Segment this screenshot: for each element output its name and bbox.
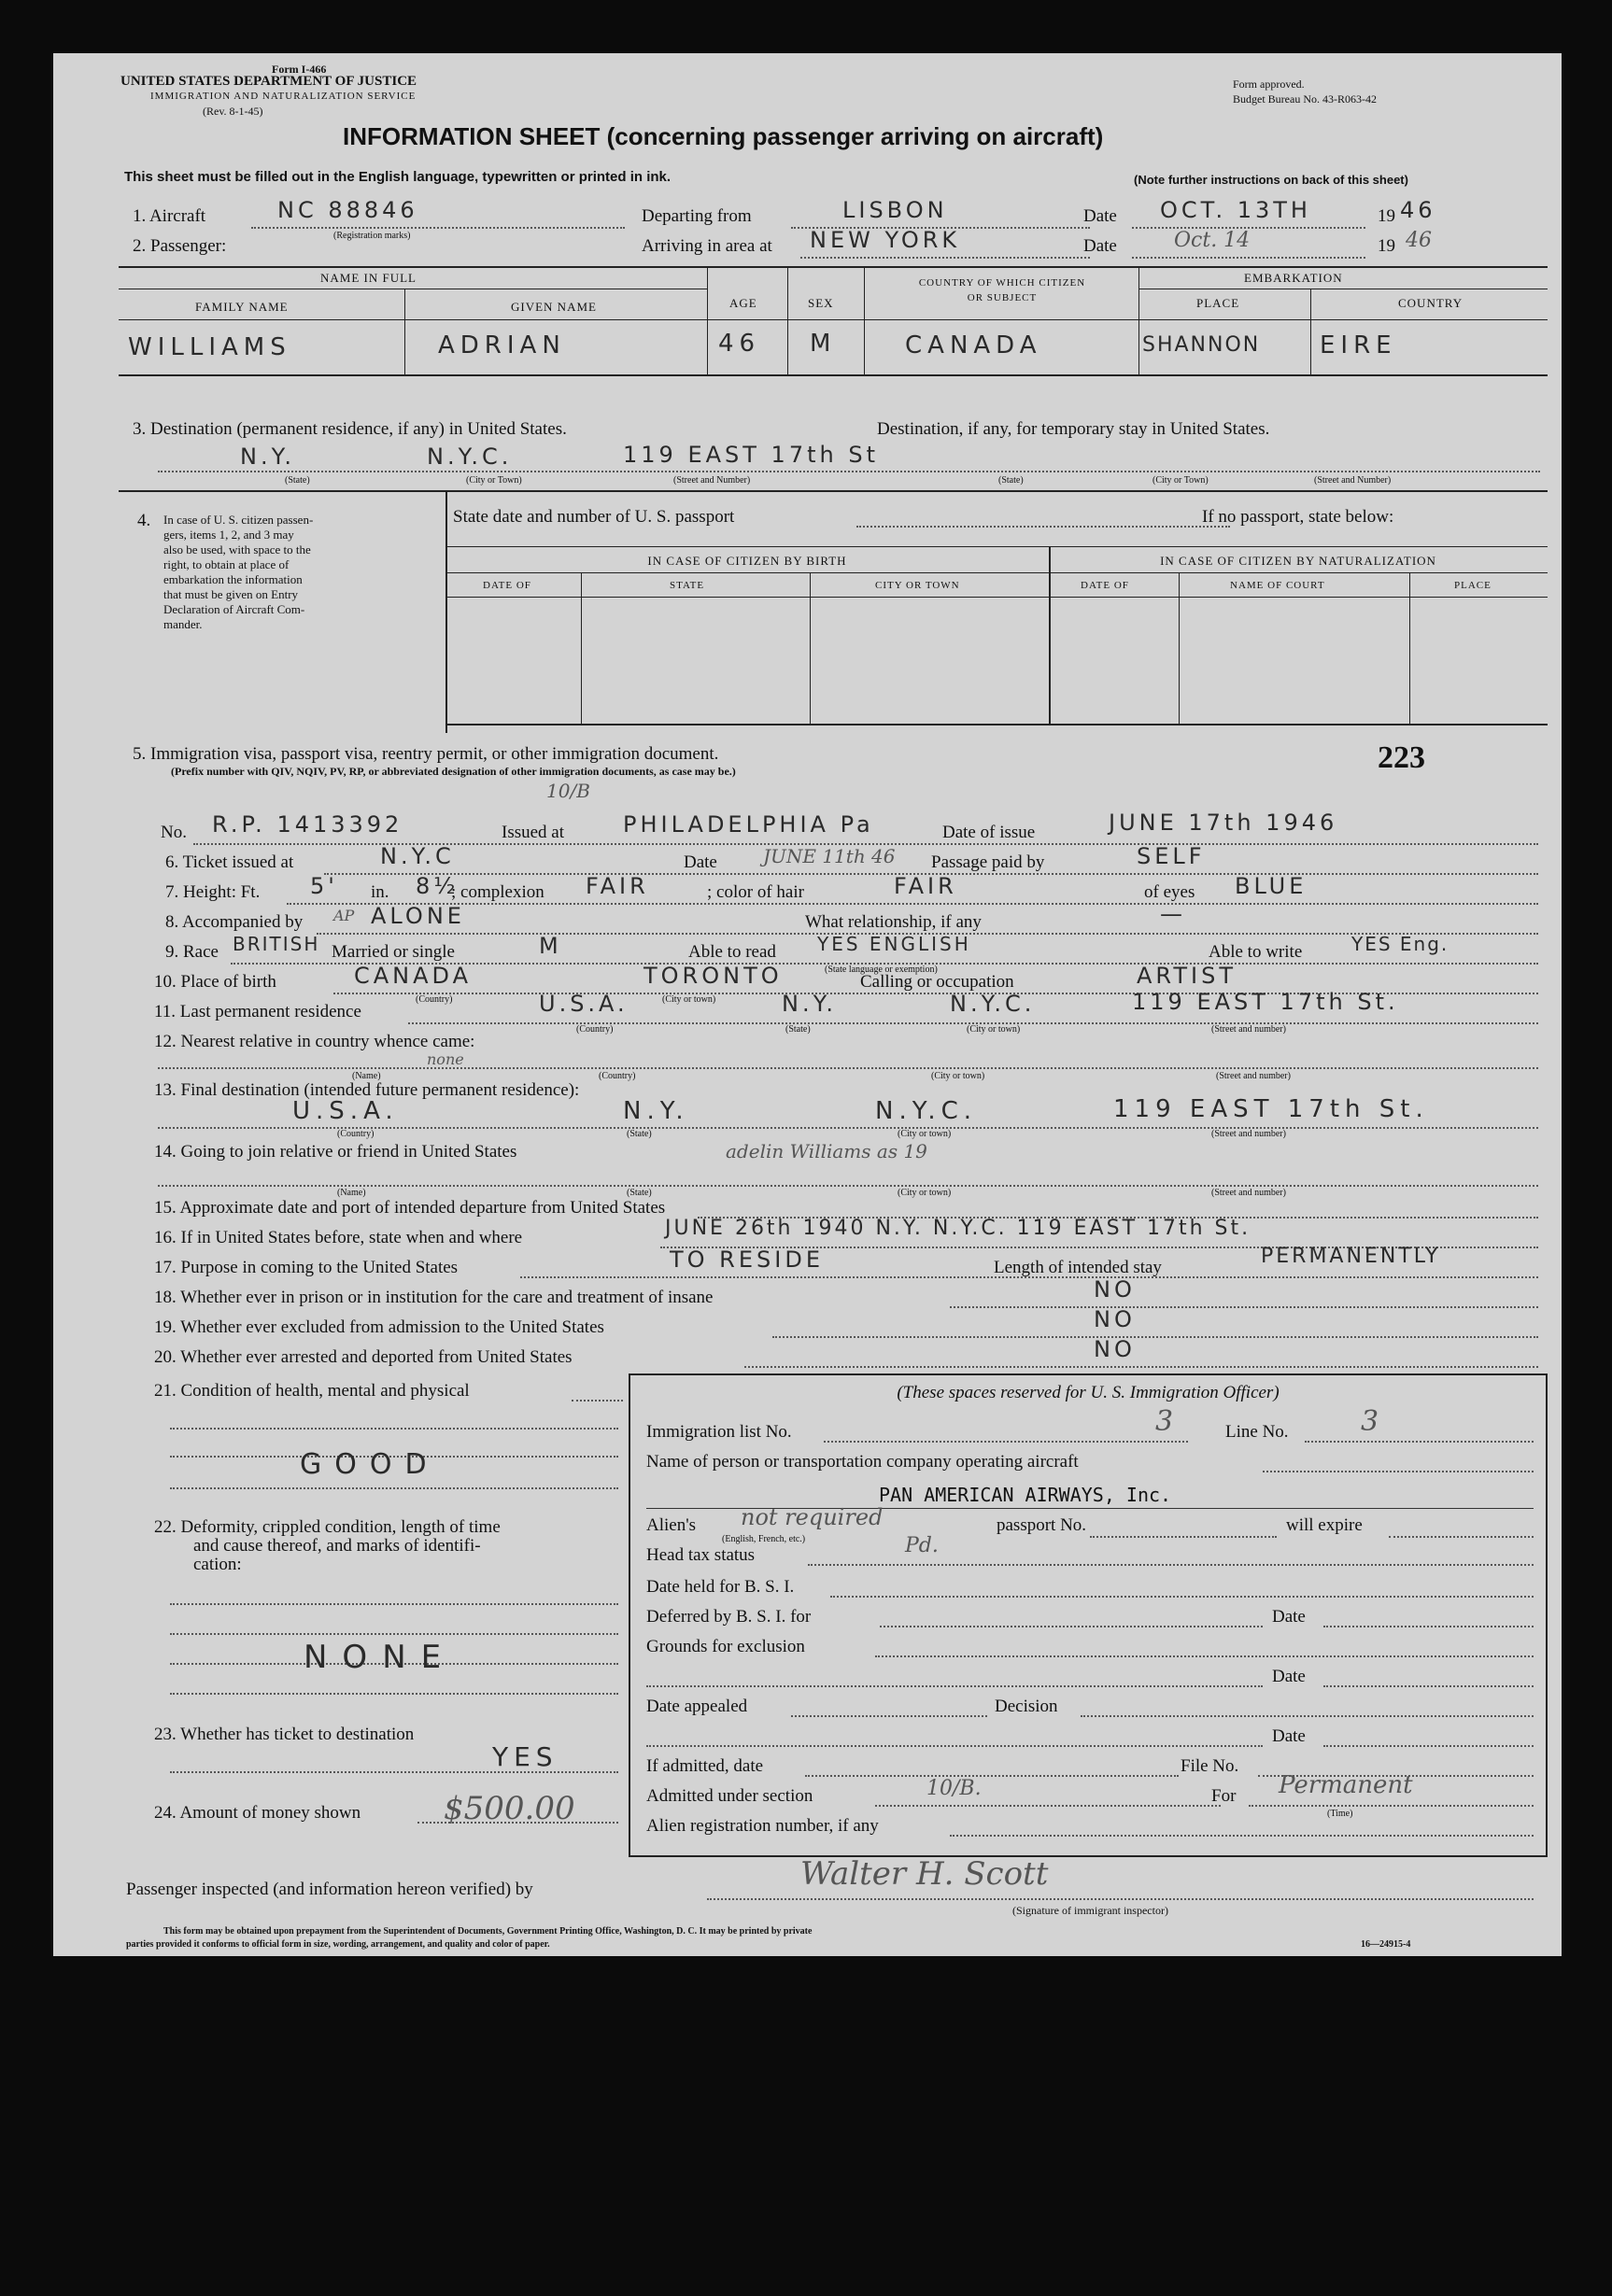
aircraft-value: NC 88846	[277, 197, 418, 223]
inspector-signature: Walter H. Scott	[800, 1855, 1049, 1893]
passport-no-label: passport No.	[997, 1515, 1087, 1535]
height-ft-value: 5'	[310, 873, 338, 899]
race-label: 9. Race	[165, 942, 219, 962]
instruction-right: (Note further instructions on back of this sheet)	[1134, 173, 1408, 187]
aircraft-label: 1. Aircraft	[133, 206, 206, 226]
write-label: Able to write	[1209, 942, 1303, 962]
form-sheet	[53, 53, 1562, 1956]
accompanied-prefix: AP	[333, 907, 355, 924]
lpr-city-value: N.Y.C.	[950, 991, 1036, 1017]
form-number: Form I-466	[272, 63, 327, 76]
age-value: 46	[718, 330, 761, 358]
read-label: Able to read	[688, 942, 776, 962]
final-destination-label: 13. Final destination (intended future permanent residence):	[154, 1080, 580, 1100]
for-label: For	[1211, 1786, 1237, 1806]
decision-date-label: Date	[1272, 1726, 1306, 1746]
married-value: M	[539, 933, 562, 959]
prison-label: 18. Whether ever in prison or in institution for the care and treatment of insane	[154, 1288, 714, 1307]
budget-bureau: Budget Bureau No. 43-R063-42	[1233, 92, 1377, 106]
read-value: YES ENGLISH	[817, 933, 971, 955]
form-approved: Form approved.	[1233, 77, 1305, 91]
year1-prefix: 19	[1378, 206, 1395, 226]
age-header: AGE	[729, 296, 757, 310]
accompanied-value: ALONE	[371, 903, 465, 929]
cap-city-11: (City or town)	[967, 1024, 1021, 1035]
cap-street-1: (Street and Number)	[673, 475, 751, 486]
accompanied-label: 8. Accompanied by	[165, 912, 304, 932]
visa-stamp: 223	[1378, 740, 1425, 775]
service: IMMIGRATION AND NATURALIZATION SERVICE	[150, 91, 417, 102]
destination-perm-label: 3. Destination (permanent residence, if any) in United States.	[133, 419, 567, 439]
height-in-value: 8½	[416, 873, 460, 899]
ticket-value: N.Y.C	[380, 843, 455, 869]
fd-state-value: N.Y.	[623, 1097, 689, 1125]
issued-at-label: Issued at	[502, 823, 565, 842]
instruction-left: This sheet must be filled out in the English language, typewritten or printed in ink.	[124, 169, 672, 185]
money-label: 24. Amount of money shown	[154, 1803, 361, 1823]
line-no-value: 3	[1361, 1405, 1379, 1438]
section-label: Admitted under section	[646, 1786, 813, 1806]
date-of-issue-label: Date of issue	[942, 823, 1036, 842]
lang-caption: (English, French, etc.)	[722, 1534, 806, 1544]
year1-value: 46	[1400, 197, 1436, 223]
complexion-label: ; complexion	[451, 882, 544, 902]
nearest-relative-value: none	[427, 1050, 464, 1068]
last-residence-label: 11. Last permanent residence	[154, 1002, 361, 1021]
paid-value: SELF	[1137, 843, 1206, 869]
item4-note: In case of U. S. citizen passen- gers, items 1, 2, and 3 may also be used, with space to the right, to obtain at place of embarkation the information that must be given on Entry Declaration of Aircraft Com- mander.	[163, 513, 314, 631]
head-tax-label: Head tax status	[646, 1545, 756, 1565]
dest-city-value: N.Y.C.	[427, 444, 513, 470]
before-value: JUNE 26th 1940 N.Y. N.Y.C. 119 EAST 17th St.	[665, 1217, 1251, 1240]
cap-street-14: (Street and number)	[1211, 1188, 1286, 1198]
cap-country-11: (Country)	[576, 1024, 614, 1035]
cap-city-14: (City or town)	[898, 1188, 952, 1198]
inspected-label: Passenger inspected (and information hereon verified) by	[126, 1880, 533, 1899]
ticket-label: 6. Ticket issued at	[165, 852, 294, 872]
birth-header: IN CASE OF CITIZEN BY BIRTH	[647, 554, 847, 568]
cap-street-13: (Street and number)	[1211, 1129, 1286, 1139]
cap-street-11: (Street and number)	[1211, 1024, 1286, 1035]
for-value: Permanent	[1279, 1771, 1413, 1799]
height-label: 7. Height: Ft.	[165, 882, 261, 902]
grounds-date-label: Date	[1272, 1667, 1306, 1686]
if-admitted-label: If admitted, date	[646, 1756, 764, 1776]
dest-state-value: N.Y.	[240, 444, 296, 470]
deformity-label-3: cation:	[193, 1555, 242, 1574]
family-name-value: WILLIAMS	[128, 333, 291, 361]
health-label: 21. Condition of health, mental and physical	[154, 1381, 470, 1401]
list-no-label: Immigration list No.	[646, 1422, 792, 1442]
department: UNITED STATES DEPARTMENT OF JUSTICE	[120, 74, 417, 89]
date-of-header-2: DATE OF	[1081, 580, 1129, 591]
write-value: YES Eng.	[1351, 933, 1449, 955]
birth-label: 10. Place of birth	[154, 972, 276, 992]
deformity-label-2: and cause thereof, and marks of identifi-	[193, 1536, 481, 1556]
complexion-value: FAIR	[586, 873, 649, 899]
cap-state-13: (State)	[627, 1129, 652, 1139]
bsi-date-label: Date	[1272, 1607, 1306, 1627]
relationship-value: —	[1160, 901, 1186, 927]
alien-reg-label: Alien registration number, if any	[646, 1816, 879, 1836]
prison-value: NO	[1094, 1276, 1136, 1303]
file-no-label: File No.	[1181, 1756, 1239, 1776]
language-caption: (State language or exemption)	[825, 965, 938, 975]
country-header: COUNTRY	[1398, 296, 1464, 310]
height-in-label: in.	[371, 882, 389, 902]
date2-value: Oct. 14	[1174, 229, 1251, 252]
cap-state-11: (State)	[785, 1024, 811, 1035]
citizen-value: CANADA	[905, 331, 1042, 359]
ticket-date-label: Date	[684, 852, 717, 872]
join-label: 14. Going to join relative or friend in United States	[154, 1142, 517, 1162]
not-required-value: not required	[741, 1504, 884, 1530]
date-of-header-1: DATE OF	[483, 580, 531, 591]
form-title: INFORMATION SHEET (concerning passenger arriving on aircraft)	[343, 122, 1104, 150]
occupation-value: ARTIST	[1137, 963, 1237, 989]
fd-city-value: N.Y.C.	[875, 1097, 978, 1125]
revision: (Rev. 8-1-45)	[203, 105, 263, 118]
decision-label: Decision	[995, 1697, 1058, 1716]
stay-value: PERMANENTLY	[1261, 1245, 1441, 1268]
fd-street-value: 119 EAST 17th St.	[1113, 1095, 1429, 1123]
ticket-dest-label: 23. Whether has ticket to destination	[154, 1725, 415, 1744]
lpr-state-value: N.Y.	[782, 991, 838, 1017]
departing-value: LISBON	[842, 197, 948, 223]
place-header-2: PLACE	[1454, 580, 1492, 591]
company-value: PAN AMERICAN AIRWAYS, Inc.	[879, 1484, 1172, 1506]
embark-place-value: SHANNON	[1142, 333, 1261, 357]
appealed-label: Date appealed	[646, 1697, 748, 1716]
deported-value: NO	[1094, 1336, 1136, 1362]
departure-label: 15. Approximate date and port of intended departure from United States	[154, 1198, 666, 1218]
relationship-label: What relationship, if any	[805, 912, 982, 932]
cap-state-14: (State)	[627, 1188, 652, 1198]
lpr-street-value: 119 EAST 17th St.	[1132, 989, 1399, 1015]
line-no-label: Line No.	[1225, 1422, 1289, 1442]
given-name-header: GIVEN NAME	[511, 300, 597, 314]
year2-prefix: 19	[1378, 236, 1395, 256]
place-header: PLACE	[1196, 296, 1240, 310]
cap-city-2: (City or Town)	[1152, 475, 1209, 486]
us-passport-label: State date and number of U. S. passport	[453, 507, 735, 527]
cap-name-12: (Name)	[352, 1071, 381, 1081]
no-passport-label: If no passport, state below:	[1202, 507, 1394, 527]
passenger-label: 2. Passenger:	[133, 236, 227, 256]
cap-city-1: (City or Town)	[466, 475, 522, 486]
occupation-label: Calling or occupation	[860, 972, 1014, 992]
sex-header: SEX	[808, 296, 834, 310]
date2-label: Date	[1083, 236, 1117, 256]
cap-name-14: (Name)	[337, 1188, 366, 1198]
cap-street-2: (Street and Number)	[1314, 475, 1392, 486]
footer-note-1: This form may be obtained upon prepayment from the Superintendent of Documents, Government Printing Office, Washington, D. C. It may be printed by private	[163, 1926, 813, 1937]
destination-temp-label: Destination, if any, for temporary stay in United States.	[877, 419, 1270, 439]
departing-label: Departing from	[642, 206, 752, 226]
visa-annotation: 10/B	[546, 780, 590, 802]
purpose-value: TO RESIDE	[670, 1247, 824, 1273]
ticket-date-value: JUNE 11th 46	[763, 845, 896, 867]
married-label: Married or single	[332, 942, 455, 962]
paid-label: Passage paid by	[931, 852, 1045, 872]
stay-label: Length of intended stay	[994, 1258, 1162, 1277]
section-value: 10/B.	[926, 1777, 982, 1800]
registration-caption: (Registration marks)	[333, 231, 411, 241]
citizen-header-2: OR SUBJECT	[967, 292, 1038, 303]
citizen-header-1: COUNTRY OF WHICH CITIZEN	[918, 277, 1086, 289]
officer-reserved: (These spaces reserved for U. S. Immigration Officer)	[897, 1383, 1280, 1402]
visa-sub: (Prefix number with QIV, NQIV, PV, RP, or abbreviated designation of other immigration documents, as case may be.)	[171, 765, 736, 778]
embark-country-value: EIRE	[1320, 331, 1397, 359]
excluded-value: NO	[1094, 1306, 1136, 1332]
cap-city-12: (City or town)	[931, 1071, 985, 1081]
time-caption: (Time)	[1327, 1809, 1353, 1819]
cap-city-13: (City or town)	[898, 1129, 952, 1139]
print-code: 16—24915-4	[1361, 1939, 1411, 1950]
signature-caption: (Signature of immigrant inspector)	[1012, 1904, 1168, 1917]
arriving-value: NEW YORK	[810, 227, 961, 253]
court-header: NAME OF COURT	[1230, 580, 1325, 591]
visa-label: 5. Immigration visa, passport visa, reentry permit, or other immigration document.	[133, 744, 719, 764]
race-value: BRITISH	[233, 933, 320, 955]
dest-street-value: 119 EAST 17th St	[623, 442, 879, 468]
year2-value: 46	[1406, 229, 1432, 252]
join-value: adelin Williams as 19	[726, 1140, 927, 1162]
hair-label: ; color of hair	[707, 882, 804, 902]
purpose-label: 17. Purpose in coming to the United States	[154, 1258, 459, 1277]
city-header: CITY OR TOWN	[875, 580, 960, 591]
date1-label: Date	[1083, 206, 1117, 226]
company-label: Name of person or transportation company operating aircraft	[646, 1452, 1079, 1472]
eyes-label: of eyes	[1144, 882, 1195, 902]
date-of-issue-value: JUNE 17th 1946	[1109, 810, 1338, 836]
bsi-deferred-label: Deferred by B. S. I. for	[646, 1607, 812, 1627]
money-value: $500.00	[444, 1790, 575, 1827]
hair-value: FAIR	[894, 873, 957, 899]
cap-state-1: (State)	[285, 475, 310, 486]
cap-country-10: (Country)	[416, 994, 453, 1005]
naturalization-header: IN CASE OF CITIZEN BY NATURALIZATION	[1160, 554, 1436, 568]
deported-label: 20. Whether ever arrested and deported from United States	[154, 1347, 573, 1367]
eyes-value: BLUE	[1235, 873, 1308, 899]
head-tax-value: Pd.	[905, 1534, 939, 1557]
before-label: 16. If in United States before, state when and where	[154, 1228, 523, 1247]
nearest-relative-label: 12. Nearest relative in country whence came:	[154, 1032, 475, 1051]
deformity-value: NONE	[304, 1639, 457, 1676]
cap-country-13: (Country)	[337, 1129, 375, 1139]
excluded-label: 19. Whether ever excluded from admission to the United States	[154, 1317, 604, 1337]
given-name-value: ADRIAN	[438, 331, 566, 359]
aliens-label: Alien's	[646, 1515, 697, 1535]
grounds-label: Grounds for exclusion	[646, 1637, 805, 1656]
issued-at-value: PHILADELPHIA Pa	[623, 811, 874, 838]
state-header: STATE	[670, 580, 705, 591]
visa-number: R.P. 1413392	[212, 811, 403, 838]
birth-city-value: TORONTO	[643, 963, 783, 989]
deformity-label-1: 22. Deformity, crippled condition, length of time	[154, 1517, 501, 1537]
arriving-label: Arriving in area at	[642, 236, 772, 256]
footer-note-2: parties provided it conforms to official form in size, wording, arrangement, and quality and color of paper.	[126, 1939, 550, 1950]
cap-street-12: (Street and number)	[1216, 1071, 1291, 1081]
date1-value: OCT. 13TH	[1160, 197, 1311, 223]
sex-value: M	[810, 330, 837, 358]
cap-city-10: (City or town)	[662, 994, 716, 1005]
bsi-held-label: Date held for B. S. I.	[646, 1577, 795, 1597]
cap-state-2: (State)	[998, 475, 1024, 486]
item4-number: 4.	[137, 511, 151, 530]
no-label: No.	[161, 823, 187, 842]
name-in-full-header: NAME IN FULL	[320, 271, 417, 285]
list-no-value: 3	[1155, 1405, 1174, 1438]
birth-country-value: CANADA	[354, 963, 473, 989]
health-value: GOOD	[300, 1448, 440, 1481]
ticket-dest-value: YES	[492, 1741, 559, 1772]
expire-label: will expire	[1286, 1515, 1363, 1535]
family-name-header: FAMILY NAME	[195, 300, 289, 314]
lpr-country-value: U.S.A.	[539, 991, 629, 1017]
embarkation-header: EMBARKATION	[1244, 271, 1343, 285]
cap-country-12: (Country)	[599, 1071, 636, 1081]
fd-country-value: U.S.A.	[292, 1097, 399, 1125]
